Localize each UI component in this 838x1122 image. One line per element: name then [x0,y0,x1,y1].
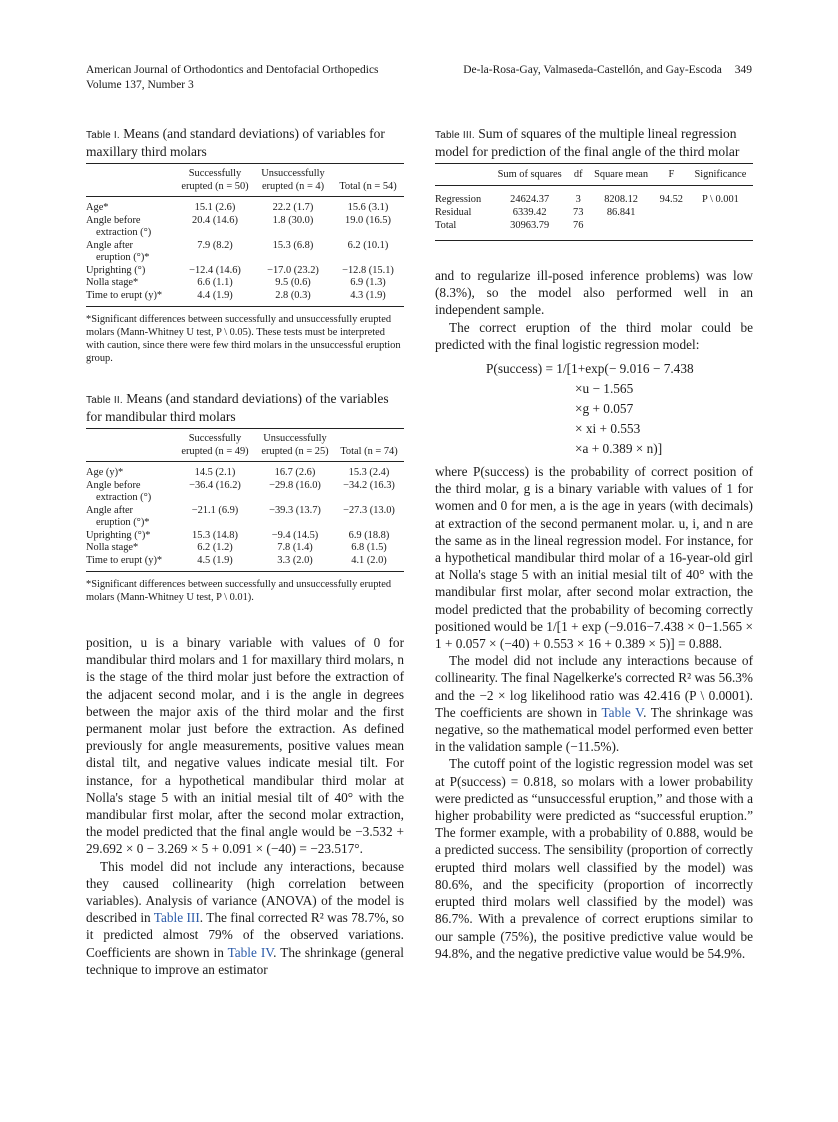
equation-line: × xi + 0.553 [575,421,641,437]
table-row [435,206,753,219]
cell: 6.9 (18.8) [348,529,390,541]
table4-link[interactable]: Table IV [227,944,274,960]
table-row [86,505,404,530]
paragraph: where P(success) is the probability of correct position of the third molar, g is a binary variable with values of 1 for women and 0 for men, a is the age in years (with decimals) at extraction of the second permanent molar. u, i, and n are the same as in the lineal regression model. For instance, for a hypothetical mandibular third molar of a 16-year-old girl at Nolla's stage 5 with an initial mesial tilt of 40° with the mandibular first molar, after second molar extraction, the model predicted that the probability of becoming correctly positioned would be 1/[1 + exp (−9.016−7.438 × 0−1.565 × 1 + 0.057 × (−40) + 0.553 × 16 + 0.389 × 5)] = 0.888. [435,464,753,652]
cell [655,219,688,241]
row-label: Time to erupt (y)* [86,554,163,566]
table1-footnote: *Significant differences between successfully and unsuccessfully erupted molars (Mann-Whitney U test, P \ 0.05). These tests must be interpreted with caution, since there were few third molars in the unsuccessful eruption group. [86,314,401,364]
cell: −36.4 (16.2) [189,479,241,491]
paragraph: and to regularize ill-posed inference problems) was low (8.3%), so the model also performed well in an independent sample. [435,268,753,318]
row-label: Time to erupt (y)* [86,289,163,301]
cell: 6.8 (1.5) [351,542,387,553]
cell: 94.52 [659,194,684,205]
cell: 15.3 (6.8) [272,239,314,251]
row-label: Uprighting (°)* [86,529,151,541]
table-row [86,277,404,290]
cell: −29.8 (16.0) [269,479,321,491]
journal-volume: Volume 137, Number 3 [86,79,194,91]
cell: 22.2 (1.7) [272,202,314,213]
table3-header-col: df [573,169,583,180]
table1-caption [86,126,404,160]
table1-header-col: Successfully erupted (n = 50) [181,168,249,192]
table3-header-col: Sum of squares [497,169,562,180]
running-header-authors [463,63,752,78]
table2-header-empty [86,429,174,462]
cell: −34.2 (16.3) [343,479,395,491]
table3-header-col [435,164,490,186]
cell: 15.3 (14.8) [192,529,238,541]
cell: −12.4 (14.6) [189,264,241,276]
paragraph: The cutoff point of the logistic regression model was set at P(success) = 0.818, so molars with a lower probability were predicted as “unsuccessful eruption,” and those with a higher probability were predicted as “successful eruption.” The former example, with a probability of 0.888, would be a predicted success. The sensibility (proportion of correctly erupted third molars well classified by the model) was 80.6%, and the specificity (proportion of incorrectly erupted third molars well classified by the model) was 86.7%. With a prevalence of correct eruptions similar to our sample (75%), the positive predictive value would be 94.8%, and the negative predictive value would be 54.9%. [435,756,753,961]
cell: P \ 0.001 [701,194,739,205]
row-label [86,240,176,265]
text-run: . The final corrected R² was 78.7%, so it predicted almost 79% of the observed variations. Coefficients are shown in [86,910,404,960]
row-label-cont: eruption (°)* [96,517,150,528]
cell: 20.4 (14.6) [192,214,238,226]
right-body-text-cont [435,463,753,962]
table-row [86,480,404,505]
cell: −39.3 (13.7) [269,504,321,516]
row-label: Total [435,220,457,231]
journal-title: American Journal of Orthodontics and Dentofacial Orthopedics [86,64,379,76]
equation-line: ×a + 0.389 × n)] [575,441,663,457]
paragraph: The correct eruption of the third molar could be predicted with the final logistic regression model: [435,319,753,352]
row-label-cont: extraction (°) [96,227,152,238]
cell: 6.9 (1.3) [350,277,386,288]
paragraph [86,858,404,978]
table-row [86,462,404,480]
table2 [86,428,404,572]
table3-link[interactable]: Table III [153,910,200,926]
row-label [86,480,174,505]
row-label: Residual [435,207,472,218]
table-row [86,215,404,240]
cell [688,206,753,219]
cell: 15.3 (2.4) [348,467,390,478]
cell: 9.5 (0.6) [275,277,311,288]
table2-header-col: Total (n = 74) [340,445,398,457]
table1-header-col: Total (n = 54) [339,180,397,192]
table1-title: Means (and standard deviations) of variables for maxillary third molars [86,126,385,159]
cell [688,219,753,241]
cell: 19.0 (16.5) [345,214,391,226]
cell [655,206,688,219]
right-column [435,126,753,962]
table2-title: Means (and standard deviations) of the variables for mandibular third molars [86,391,389,424]
table2-header-col: Successfully erupted (n = 49) [181,433,249,457]
cell: 24624.37 [510,194,550,205]
row-label: Regression [435,194,482,205]
cell: 4.4 (1.9) [197,289,233,301]
left-column [86,126,404,978]
cell: 6339.42 [512,207,547,218]
cell: 15.1 (2.6) [194,202,236,213]
equation-line: ×u − 1.565 [575,381,634,397]
paragraph [435,652,753,755]
cell: 4.5 (1.9) [197,554,233,566]
cell [587,219,654,241]
table-row [86,265,404,278]
cell: 14.5 (2.1) [194,467,236,478]
row-label-cont: extraction (°) [96,492,152,503]
row-label-main: Angle after [86,504,134,516]
cell: 2.8 (0.3) [275,289,311,301]
table-row [86,197,404,215]
row-label [86,505,174,530]
cell: 30963.79 [510,220,550,231]
cell: −17.0 (23.2) [267,264,319,276]
table1-label: Table I. [86,130,120,141]
paragraph: position, u is a binary variable with values of 0 for mandibular third molars and 1 for maxillary third molars, n is the stage of the third molar just before the extraction of the adjacent second molar, and i is the angle in degrees between the major axis of the third molar and the first permanent molar just before the extraction. As defined previously for angle measurements, positive values mean distal tilt, and negative values indicate mesial tilt. For instance, for a hypothetical mandibular third molar at Nolla's stage 5 with an initial mesial tilt of 40° with the mandibular first molar, after the second molar extraction, the model predicted that the final angle would be −3.532 + 29.692 × 0 − 3.269 × 5 + 0.091 × (−40) = −23.517°. [86,635,404,857]
running-header-journal [86,63,379,93]
cell: 4.1 (2.0) [351,554,387,566]
cell: −12.8 (15.1) [342,264,394,276]
table3-title: Sum of squares of the multiple lineal regression model for prediction of the final angle of the third molar [435,126,740,159]
equation-line: ×g + 0.057 [575,401,634,417]
row-label-main: Angle before [86,479,141,491]
row-label-main: Angle after [86,239,134,251]
table3-header-col: Square mean [594,169,649,180]
row-label [86,215,176,240]
cell: 3 [575,194,581,205]
table2-caption [86,391,404,425]
text-run: This model did not include any interactions, because they caused collinearity (high correlation between variables). Analysis of variance (ANOVA) of the model is described in [86,858,404,926]
authors: De-la-Rosa-Gay, Valmaseda-Castellón, and Gay-Escoda [463,64,722,76]
row-label: Age* [86,202,109,213]
cell: 8208.12 [604,194,639,205]
table1-header-col: Unsuccessfully erupted (n = 4) [261,168,325,192]
page-number: 349 [734,64,752,76]
cell: −9.4 (14.5) [271,529,319,541]
table2-header-col: Unsuccessfully erupted (n = 25) [261,433,329,457]
cell: −21.1 (6.9) [191,504,239,516]
table-row [86,555,404,572]
table3 [435,163,753,241]
cell: 16.7 (2.6) [274,467,316,478]
cell: −27.3 (13.0) [343,504,395,516]
table3-caption [435,126,753,160]
table-row [86,290,404,307]
row-label: Age (y)* [86,467,124,478]
cell: 4.3 (1.9) [350,289,386,301]
cell: 6.2 (1.2) [197,542,233,553]
row-label-cont: eruption (°)* [96,252,150,263]
cell: 86.841 [606,207,636,218]
row-label: Nolla stage* [86,277,139,288]
row-label: Nolla stage* [86,542,139,553]
text-run: . The shrinkage (general technique to improve an estimator [86,944,404,977]
cell: 73 [573,207,584,218]
table3-header-col: Significance [694,169,747,180]
table1 [86,163,404,307]
table-row [86,240,404,265]
table-row [435,186,753,207]
table3-label: Table III. [435,130,475,141]
cell: 1.8 (30.0) [272,214,314,226]
cell: 7.9 (8.2) [197,239,233,251]
table1-header-empty [86,164,176,197]
cell: 6.2 (10.1) [347,239,389,251]
cell: 7.8 (1.4) [277,542,313,553]
table-row [435,219,753,241]
left-body-text [86,634,404,978]
table3-header-col: F [668,169,675,180]
row-label: Uprighting (°) [86,264,146,276]
cell: 15.6 (3.1) [347,202,389,213]
row-label-main: Angle before [86,214,141,226]
text-run: . The shrinkage was negative, so the mathematical model performed even better in the validation sample (−11.5%). [435,704,753,755]
right-body-text [435,267,753,353]
table2-label: Table II. [86,395,123,406]
logistic-equation [435,359,753,459]
cell: 76 [573,220,584,231]
equation-line: P(success) = 1/[1+exp(− 9.016 − 7.438 [486,361,694,377]
table2-footnote: *Significant differences between successfully and unsuccessfully erupted molars (Mann-Whitney U test, P \ 0.01). [86,579,392,603]
cell: 3.3 (2.0) [277,554,313,566]
text-run: The model did not include any interactions because of collinearity. The final Nagelkerke's corrected R² was 56.3% and the −2 × log likelihood ratio was 42.416 (P \ 0.0001). The coefficients are shown in [435,653,753,720]
table-row [86,542,404,555]
table5-link[interactable]: Table V [601,704,644,720]
cell: 6.6 (1.1) [197,277,233,288]
table-row [86,530,404,543]
